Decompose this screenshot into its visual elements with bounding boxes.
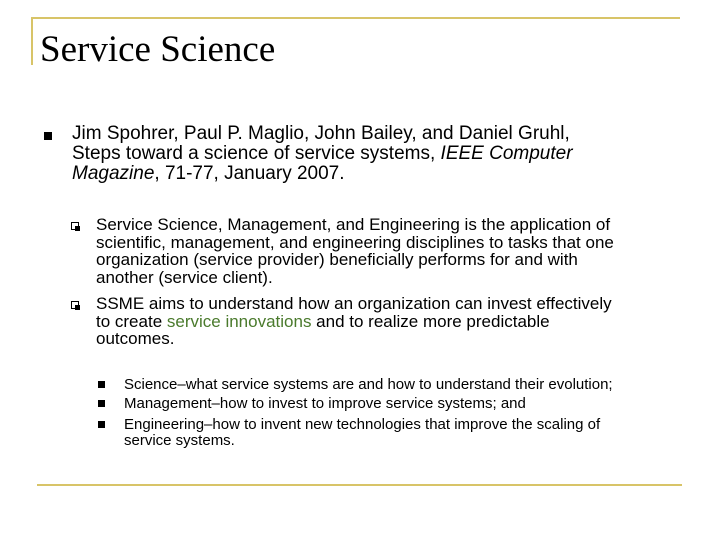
item-engineering-line: service systems.: [124, 431, 235, 449]
square-bullet-icon: [98, 421, 105, 428]
item-management: Management–how to invest to improve service systems; and: [124, 395, 526, 412]
bottom-rule: [37, 484, 682, 486]
left-rule: [31, 17, 33, 65]
ssme-aims-line: outcomes.: [96, 329, 175, 348]
hollow-square-bullet-icon: [71, 301, 79, 309]
reference-journal: IEEE Computer: [440, 143, 573, 164]
ssme-definition-line: scientific, management, and engineering disciplines to tasks that one: [96, 232, 614, 252]
item-engineering: [124, 417, 704, 448]
reference-article-title: Steps toward a science of service systems,: [72, 143, 441, 164]
ssme-aims-line: [96, 313, 696, 331]
ssme-aims-text: to create: [96, 311, 167, 331]
reference-line-2: [72, 144, 672, 164]
item-science: Science–what service systems are and how to understand their evolution;: [124, 376, 613, 393]
reference-journal-cont: Magazine: [72, 163, 155, 184]
square-bullet-icon: [98, 400, 105, 407]
square-bullet-icon: [44, 132, 52, 140]
square-bullet-icon: [98, 381, 105, 388]
top-rule: [33, 17, 680, 19]
ssme-definition-line: another (service client).: [96, 267, 273, 287]
reference-line-3: [72, 164, 672, 184]
item-engineering-line: Engineering–how to invent new technologies that improve the scaling of: [124, 416, 601, 433]
ssme-definition-line: organization (service provider) beneficially performs for and with: [96, 250, 578, 269]
reference-authors: Jim Spohrer, Paul P. Maglio, John Bailey, and Daniel Gruhl,: [72, 123, 570, 144]
ssme-aims-text: and to realize more predictable: [311, 311, 550, 331]
ssme-definition: [96, 216, 696, 286]
ssme-aims: [96, 295, 696, 348]
reference-text: [72, 124, 672, 184]
reference-pages-date: , 71-77, January 2007.: [154, 163, 345, 184]
hollow-square-bullet-icon: [71, 222, 79, 230]
ssme-aims-line: SSME aims to understand how an organization can invest effectively: [96, 294, 612, 313]
slide-title: Service Science: [40, 29, 276, 70]
service-innovations-highlight: service innovations: [166, 311, 312, 331]
ssme-definition-line: Service Science, Management, and Engineering is the application of: [96, 215, 611, 234]
